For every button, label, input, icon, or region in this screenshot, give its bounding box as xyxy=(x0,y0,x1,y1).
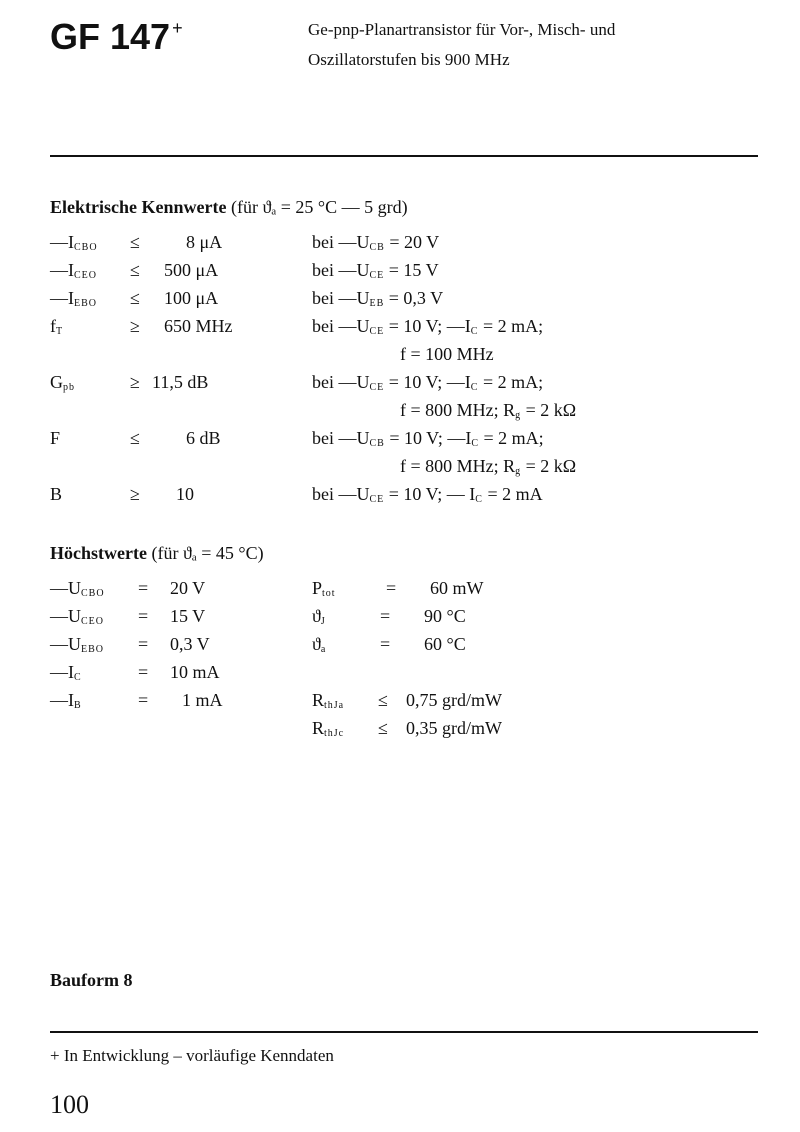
limit-relation: ≤ xyxy=(378,718,388,738)
row-value: 500 μA xyxy=(164,260,219,280)
cond-sub: CE xyxy=(369,494,385,505)
row-relation: ≥ xyxy=(130,372,140,392)
row-symbol xyxy=(50,428,60,449)
cond: bei —U xyxy=(312,316,370,336)
row-condition xyxy=(312,372,543,393)
row-symbol xyxy=(50,288,97,309)
cond-sub: CE xyxy=(369,326,385,337)
cond-sub: C xyxy=(471,438,479,449)
sym: —U xyxy=(50,606,81,626)
cond: bei —U xyxy=(312,428,370,448)
row-condition xyxy=(312,428,544,449)
description-line-2: Oszillatorstufen bis 900 MHz xyxy=(308,50,510,69)
limit-value: 0,35 grd/mW xyxy=(406,718,502,738)
limit-relation: = xyxy=(386,578,397,598)
row-value: 100 μA xyxy=(164,288,219,308)
cond-sub: EB xyxy=(369,298,385,309)
row-symbol xyxy=(50,316,63,337)
cond-rest: = 2 kΩ xyxy=(525,400,577,420)
sym: F xyxy=(50,428,61,448)
limits-title: Höchstwerte xyxy=(50,543,147,563)
sym-sub: CBO xyxy=(74,242,98,253)
sym: f xyxy=(50,316,56,336)
limit-symbol xyxy=(312,718,344,739)
limit-value: 10 mA xyxy=(170,662,220,682)
sym: —U xyxy=(50,578,81,598)
limit-symbol xyxy=(312,606,326,627)
sym-sub: thJc xyxy=(324,728,345,739)
limit-relation: = xyxy=(380,634,391,654)
bottom-rule xyxy=(50,1031,758,1033)
limit-symbol xyxy=(50,690,82,711)
row-relation: ≥ xyxy=(130,484,140,504)
row-symbol xyxy=(50,232,98,253)
row-condition-line2: f = 100 MHz xyxy=(400,344,494,364)
cond: bei —U xyxy=(312,232,370,252)
cond-rest: = 15 V xyxy=(388,260,439,280)
cond-rest: = 0,3 V xyxy=(388,288,444,308)
row-relation: ≤ xyxy=(130,288,140,308)
cond-sub: CE xyxy=(369,270,385,281)
sym-sub: EBO xyxy=(81,644,104,655)
limit-value: 60 mW xyxy=(430,578,484,598)
cond-rest: = 20 V xyxy=(389,232,440,252)
limit-symbol xyxy=(312,634,326,655)
cond-sub: CB xyxy=(369,242,385,253)
limit-symbol xyxy=(50,606,104,627)
sym: G xyxy=(50,372,63,392)
sym: ϑ xyxy=(312,634,321,654)
sym-sub: thJa xyxy=(324,700,345,711)
sym-sub: T xyxy=(56,326,64,337)
electrical-heading xyxy=(50,197,408,218)
row-relation: ≤ xyxy=(130,428,140,448)
type-mark: + xyxy=(172,18,183,38)
limit-symbol xyxy=(312,578,336,599)
cond-rest: = 2 mA; xyxy=(482,316,544,336)
row-condition xyxy=(312,316,543,337)
row-value: 6 dB xyxy=(186,428,221,448)
sym: —I xyxy=(50,260,74,280)
limit-relation: = xyxy=(138,634,149,654)
limit-relation: ≤ xyxy=(378,690,388,710)
row-value: 10 xyxy=(176,484,194,504)
cond: f = 800 MHz; R xyxy=(400,400,516,420)
limit-relation: = xyxy=(380,606,391,626)
cond-sub: C xyxy=(475,494,483,505)
sym: —U xyxy=(50,634,81,654)
limit-value: 60 °C xyxy=(424,634,466,654)
sym: —I xyxy=(50,662,74,682)
description-line-1: Ge-pnp-Planartransistor für Vor-, Misch- und xyxy=(308,20,616,39)
cond-sub: CB xyxy=(369,438,385,449)
top-rule xyxy=(50,155,758,157)
row-condition xyxy=(312,232,439,253)
cond: bei —U xyxy=(312,260,370,280)
row-condition xyxy=(312,288,443,309)
cond: bei —U xyxy=(312,484,370,504)
row-condition-line2 xyxy=(400,456,576,477)
electrical-condition: (für ϑₐ = 25 °C — 5 grd) xyxy=(230,197,408,217)
type-name: GF 147 xyxy=(50,16,171,57)
package-type: Bauform 8 xyxy=(50,970,133,990)
type-designation xyxy=(50,16,183,58)
row-relation: ≤ xyxy=(130,260,140,280)
row-relation: ≤ xyxy=(130,232,140,252)
row-value: 11,5 dB xyxy=(152,372,209,392)
electrical-title: Elektrische Kennwerte xyxy=(50,197,227,217)
sym: B xyxy=(50,484,63,504)
cond-rest: = 2 kΩ xyxy=(525,456,577,476)
cond-rest: = 10 V; —I xyxy=(388,372,471,392)
limit-relation: = xyxy=(138,690,149,710)
row-symbol xyxy=(50,260,97,281)
limits-condition: (für ϑₐ = 45 °C) xyxy=(151,543,264,563)
cond-rest: = 2 mA; xyxy=(483,428,544,448)
limit-value: 0,3 V xyxy=(170,634,210,654)
limit-relation: = xyxy=(138,578,149,598)
sym-sub: CEO xyxy=(81,616,104,627)
cond-sub: g xyxy=(515,410,522,421)
cond-rest: = 2 mA xyxy=(487,484,543,504)
cond-rest: = 10 V; — I xyxy=(388,484,476,504)
sym: —I xyxy=(50,288,74,308)
cond: bei —U xyxy=(312,288,370,308)
page-number: 100 xyxy=(50,1090,89,1119)
cond-rest: = 2 mA; xyxy=(482,372,544,392)
sym: P xyxy=(312,578,323,598)
cond: f = 800 MHz; R xyxy=(400,456,516,476)
limit-symbol xyxy=(50,578,105,599)
row-value: 8 μA xyxy=(186,232,223,252)
row-condition-line2 xyxy=(400,400,576,421)
limit-symbol xyxy=(312,690,344,711)
cond-sub: C xyxy=(470,326,479,337)
sym: R xyxy=(312,690,325,710)
sym-sub: J xyxy=(320,616,326,627)
row-value: 650 MHz xyxy=(164,316,233,336)
cond-rest: = 10 V; —I xyxy=(388,316,471,336)
cond-rest: = 10 V; —I xyxy=(389,428,472,448)
limit-relation: = xyxy=(138,606,149,626)
footnote: + In Entwicklung – vorläufige Kenndaten xyxy=(50,1046,334,1065)
sym: —I xyxy=(50,690,74,710)
sym-sub: CBO xyxy=(81,588,105,599)
sym-sub: C xyxy=(74,672,82,683)
row-condition xyxy=(312,260,439,281)
row-relation: ≥ xyxy=(130,316,140,336)
limit-value: 20 V xyxy=(170,578,206,598)
sym-sub: a xyxy=(320,644,327,655)
sym-sub: EBO xyxy=(74,298,97,309)
limits-heading xyxy=(50,543,264,564)
row-symbol xyxy=(50,484,62,505)
row-condition xyxy=(312,484,543,505)
limit-value: 0,75 grd/mW xyxy=(406,690,502,710)
sym-sub: B xyxy=(74,700,82,711)
cond-sub: g xyxy=(515,466,522,477)
row-symbol xyxy=(50,372,75,393)
sym: —I xyxy=(50,232,74,252)
limit-symbol xyxy=(50,634,104,655)
sym-sub: tot xyxy=(322,588,336,599)
sym: ϑ xyxy=(312,606,321,626)
sym-sub: CEO xyxy=(74,270,97,281)
sym-sub: pb xyxy=(63,382,75,393)
limit-symbol xyxy=(50,662,82,683)
sym: R xyxy=(312,718,325,738)
cond: bei —U xyxy=(312,372,370,392)
limit-value: 1 mA xyxy=(182,690,223,710)
limit-value: 90 °C xyxy=(424,606,466,626)
limit-value: 15 V xyxy=(170,606,206,626)
cond-sub: C xyxy=(470,382,479,393)
cond-sub: CE xyxy=(369,382,385,393)
limit-relation: = xyxy=(138,662,149,682)
